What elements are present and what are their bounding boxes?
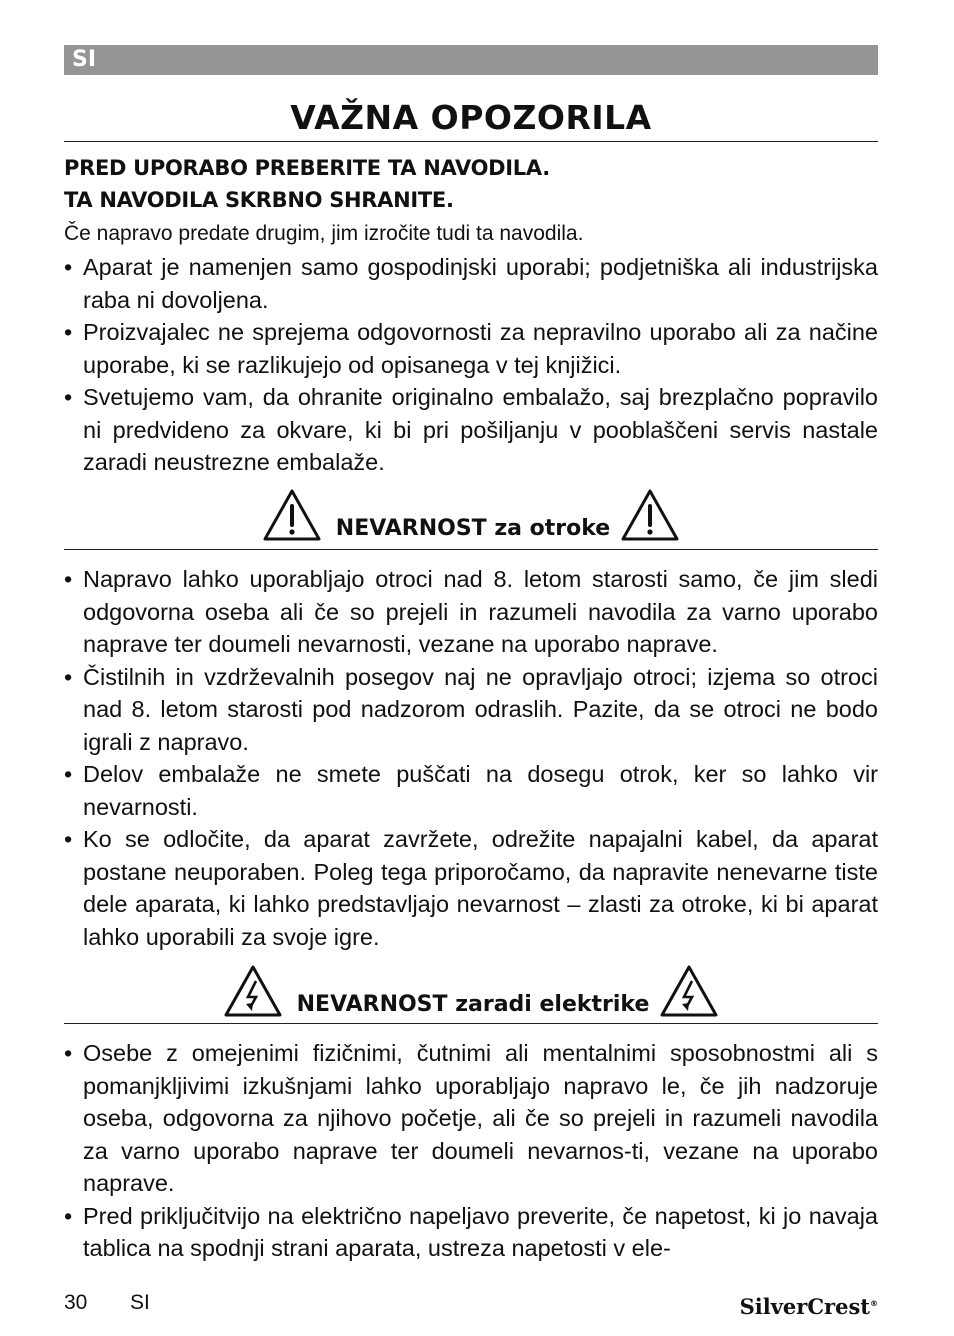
children-section-divider [64,549,878,550]
subheading-line-2: TA NAVODILA SKRBNO SHRANITE. [64,188,454,212]
warning-exclamation-icon [620,488,680,542]
list-item: • Proizvajalec ne sprejema odgovornosti za nepravilno uporabo ali za načine uporabe, ki se razlikujejo od opisanega v tej knjižici. [64,316,878,381]
list-item: • Delov embalaže ne smete puščati na dosegu otrok, ker so lahko vir nevarnosti. [64,758,878,823]
page-number: 30 [64,1291,88,1314]
brand-name: SilverCrest [739,1294,870,1319]
bullet: • [64,384,73,410]
bullet: • [64,254,73,280]
title-divider [64,141,878,142]
high-voltage-warning-icon [223,964,283,1018]
electric-warnings-list [64,1037,878,1265]
footer-language-code: SI [130,1291,150,1314]
electric-danger-title: NEVARNOST zaradi elektrike [296,992,650,1017]
language-code: SI [72,47,97,72]
list-item: • Aparat je namenjen samo gospodinjski uporabi; podjetniška ali industrijska raba ni dovoljena. [64,251,878,316]
list-item: • Svetujemo vam, da ohranite originalno embalažo, saj brezplačno popravilo ni predvideno za okvare, ki bi pri pošiljanju v pooblaščeni servis nastale zaradi neustrezne embalaže. [64,381,878,479]
page-title: VAŽNA OPOZORILA [290,98,652,137]
high-voltage-warning-icon [659,964,719,1018]
warning-exclamation-icon [262,488,322,542]
bullet: • [64,319,73,345]
children-warnings-list [64,563,878,953]
bullet: • [64,761,73,787]
list-item: • Čistilnih in vzdrževalnih posegov naj ne opravljajo otroci; izjema so otroci nad 8. letom starosti pod nadzorom odraslih. Pazite, da se otroci ne bodo igrali z napravo. [64,661,878,759]
children-danger-title: NEVARNOST za otroke [335,516,611,541]
brand-logo [740,1294,878,1319]
bullet: • [64,1202,73,1229]
list-item: • Osebe z omejenimi fizičnimi, čutnimi ali mentalnimi sposobnostmi ali s pomanjkljivimi izkušnjami lahko uporabljajo napravo le, če jih nadzoruje oseba, odgovorna za njihovo početje, ali če so prejeli in razumeli navodila za varno uporabo naprave ter doumeli nevarnos-ti, vezane na uporabo naprave. [64,1037,878,1200]
list-item: • Napravo lahko uporabljajo otroci nad 8. letom starosti samo, če jim sledi odgovorna oseba ali če so prejeli in razumeli navodila za varno uporabo naprave ter doumeli nevarnosti, vezane na uporabo naprave. [64,563,878,661]
electric-section-divider [64,1023,878,1024]
list-item: • Ko se odločite, da aparat zavržete, odrežite napajalni kabel, da aparat postane neuporaben. Poleg tega priporočamo, da napravite nenevarne tiste dele aparata, ki lahko predstavljajo nevarnost – zlasti za otroke, ki bi aparat lahko uporabili za svoje igre. [64,823,878,953]
electric-danger-heading [64,962,878,1022]
language-bar [64,45,878,75]
bullet: • [64,663,73,690]
general-warnings-list [64,251,878,479]
list-item: • Pred priključitvijo na električno napeljavo preverite, če napetost, ki jo navaja tablica na spodnji strani aparata, ustreza napetosti v ele- [64,1200,878,1265]
bullet: • [64,566,73,592]
children-danger-heading [64,486,878,546]
intro-text: Če napravo predate drugim, jim izročite tudi ta navodila. [64,222,584,245]
subheading-line-1: PRED UPORABO PREBERITE TA NAVODILA. [64,156,550,180]
bullet: • [64,1040,73,1066]
bullet: • [64,826,73,852]
registered-mark: ® [870,1299,878,1308]
